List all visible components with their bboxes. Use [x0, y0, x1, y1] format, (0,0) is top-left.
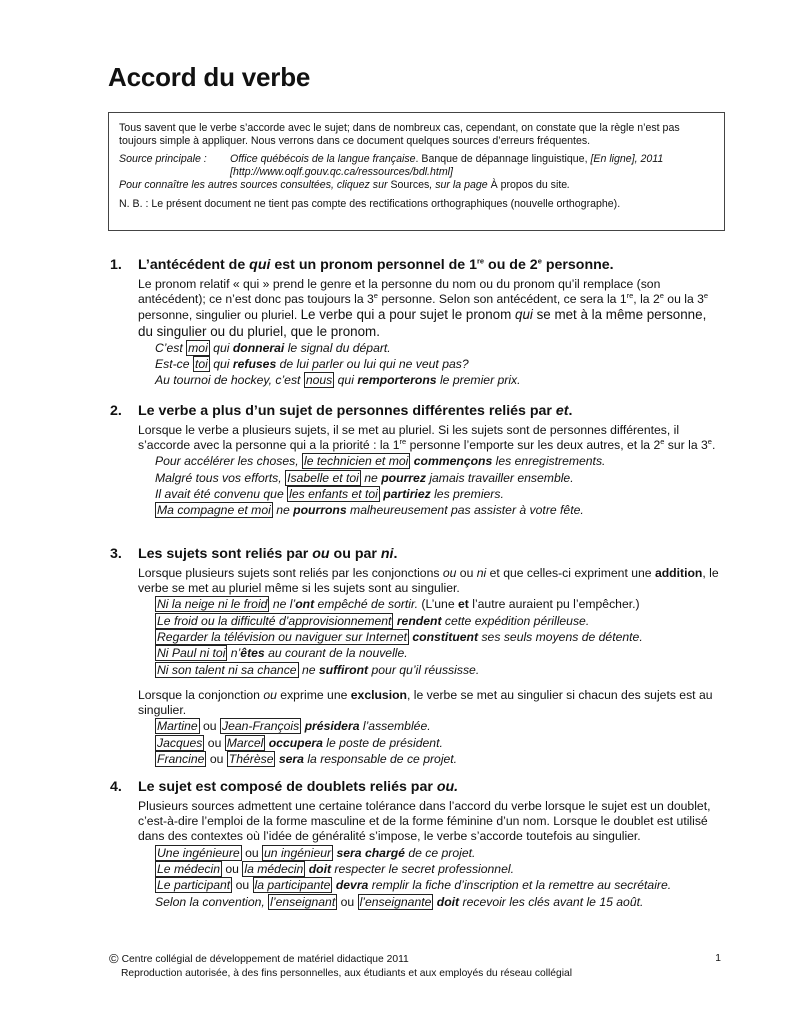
page-number: 1: [715, 953, 721, 964]
example-line: Il avait été convenu que les enfants et toi partiriez les premiers.: [155, 487, 504, 501]
section-paragraph-2: Lorsque la conjonction ou exprime une exclusion, le verbe se met au singulier si chacun des sujets est au singulier.: [138, 687, 713, 718]
section-number: 3.: [110, 546, 122, 562]
page-footer: [109, 952, 721, 981]
section-number: 2.: [110, 403, 122, 419]
example-line: Le froid ou la difficulté d’approvisionnement rendent cette expédition périlleuse.: [157, 613, 590, 628]
intro-box: [108, 112, 725, 231]
section-paragraph: Lorsque le verbe a plusieurs sujets, il se met au pluriel. Si les sujets sont de personnes différentes, il s’accorde avec la personne qui a la priorité : la 1re personne l’emporte sur les deux autres, et la 2e sur la 3e.: [138, 423, 716, 453]
example-line: Le participant ou la participante devra remplir la fiche d’inscription et la remettre au secrétaire.: [157, 878, 672, 893]
footer-line-2: Reproduction autorisée, à des fins personnelles, aux étudiants et aux employés du réseau collégial: [121, 968, 573, 979]
example-line: Martine ou Jean-François présidera l’assemblée.: [157, 719, 431, 734]
example-line: Selon la convention, l’enseignant ou l’enseignante doit recevoir les clés avant le 15 août.: [155, 894, 644, 909]
intro-text: Tous savent que le verbe s’accorde avec le sujet; dans de nombreux cas, cependant, on constate que la règle n’est pas toujours simple à appliquer. Nous verrons dans ce document quelques sources d’erreurs fréquentes.: [119, 122, 680, 147]
section-title: Le sujet est composé de doublets reliés par ou.: [138, 779, 459, 795]
page-title: Accord du verbe: [108, 62, 311, 92]
example-line: Malgré tous vos efforts, Isabelle et toi ne pourrez jamais travailler ensemble.: [155, 470, 574, 485]
section-heading: [110, 256, 720, 274]
example-line: Jacques ou Marcel occupera le poste de président.: [157, 735, 443, 750]
section-number: 4.: [110, 779, 122, 795]
section-2: [110, 402, 720, 519]
section-heading: [110, 778, 720, 796]
section-heading: [110, 545, 720, 563]
intro-note: N. B. : Le présent document ne tient pas compte des rectifications orthographiques (nouvelle orthographe).: [119, 198, 621, 210]
source-label: Source principale :: [119, 153, 207, 165]
section-3: [110, 545, 720, 767]
example-line: Une ingénieure ou un ingénieur sera chargé de ce projet.: [157, 845, 476, 860]
example-line: Est-ce toi qui refuses de lui parler ou lui qui ne veut pas?: [155, 357, 469, 372]
example-line: Pour accélérer les choses, le technicien et moi commençons les enregistrements.: [155, 454, 606, 469]
example-line: Ni son talent ni sa chance ne suffiront pour qu’il réussisse.: [157, 662, 480, 677]
sources-link[interactable]: Sources: [390, 179, 430, 191]
section-title: Les sujets sont reliés par ou ou par ni.: [138, 546, 398, 562]
example-line: Le médecin ou la médecin doit respecter le secret professionnel.: [157, 861, 514, 876]
section-number: 1.: [110, 257, 122, 273]
example-line: Ni Paul ni toi n’êtes au courant de la nouvelle.: [157, 646, 408, 661]
example-line: Ma compagne et moi ne pourrons malheureusement pas assister à votre fête.: [157, 503, 584, 518]
section-paragraph: Lorsque plusieurs sujets sont reliés par les conjonctions ou ou ni et que celles-ci expriment une addition, le verbe se met au pluriel même si les sujets sont au singulier.: [138, 566, 719, 596]
copyright-icon: ©: [109, 951, 119, 966]
footer-line-1: © Centre collégial de développement de matériel didactique 2011: [109, 951, 409, 966]
source-row: [119, 153, 714, 179]
other-sources-text: Pour connaître les autres sources consultées, cliquez sur Sources, sur la page À propos du site.: [119, 179, 571, 191]
example-line: Regarder la télévision ou naviguer sur Internet constituent ses seuls moyens de détente.: [157, 630, 643, 644]
section-heading: [110, 402, 720, 420]
example-line: C’est moi qui donnerai le signal du départ.: [155, 340, 391, 355]
section-4: [110, 778, 720, 910]
section-paragraph: Le pronom relatif « qui » prend le genre et la personne du nom ou du pronom qu’il remplace (son antécédent); ce n’est donc pas toujours la 3e personne. Selon son antécédent, ce sera la 1re, la 2e ou la 3e personne, singulier ou pluriel. Le verbe qui a pour sujet le pronom qui se met à la même personne, du singulier ou du pluriel, que le pronom.: [138, 277, 709, 339]
example-line: Au tournoi de hockey, c’est nous qui remporterons le premier prix.: [155, 373, 521, 388]
source-citation: Office québécois de la langue française. Banque de dépannage linguistique, [En ligne], 2011 [http://www.oqlf.gouv.qc.ca/ressources/bdl.html]: [230, 153, 664, 178]
section-paragraph: Plusieurs sources admettent une certaine tolérance dans l’accord du verbe lorsque le sujet est un doublet, c’est-à-dire l’emploi de la forme masculine et de la forme féminine d’un nom. Lorsque le doublet est utilisé dans des contextes où l’idée de généralité s’impose, le verbe s’accorde toutefois au singulier.: [138, 799, 711, 844]
section-title: L’antécédent de qui est un pronom personnel de 1re ou de 2e personne.: [138, 256, 614, 273]
example-line: Francine ou Thérèse sera la responsable de ce projet.: [157, 751, 458, 766]
example-line: Ni la neige ni le froid ne l’ont empêché de sortir. (L’une et l’autre auraient pu l’empêcher.): [157, 597, 640, 612]
about-link[interactable]: À propos du site: [490, 179, 568, 191]
section-title: Le verbe a plus d’un sujet de personnes différentes reliés par et.: [138, 403, 573, 419]
section-1: [110, 256, 720, 389]
